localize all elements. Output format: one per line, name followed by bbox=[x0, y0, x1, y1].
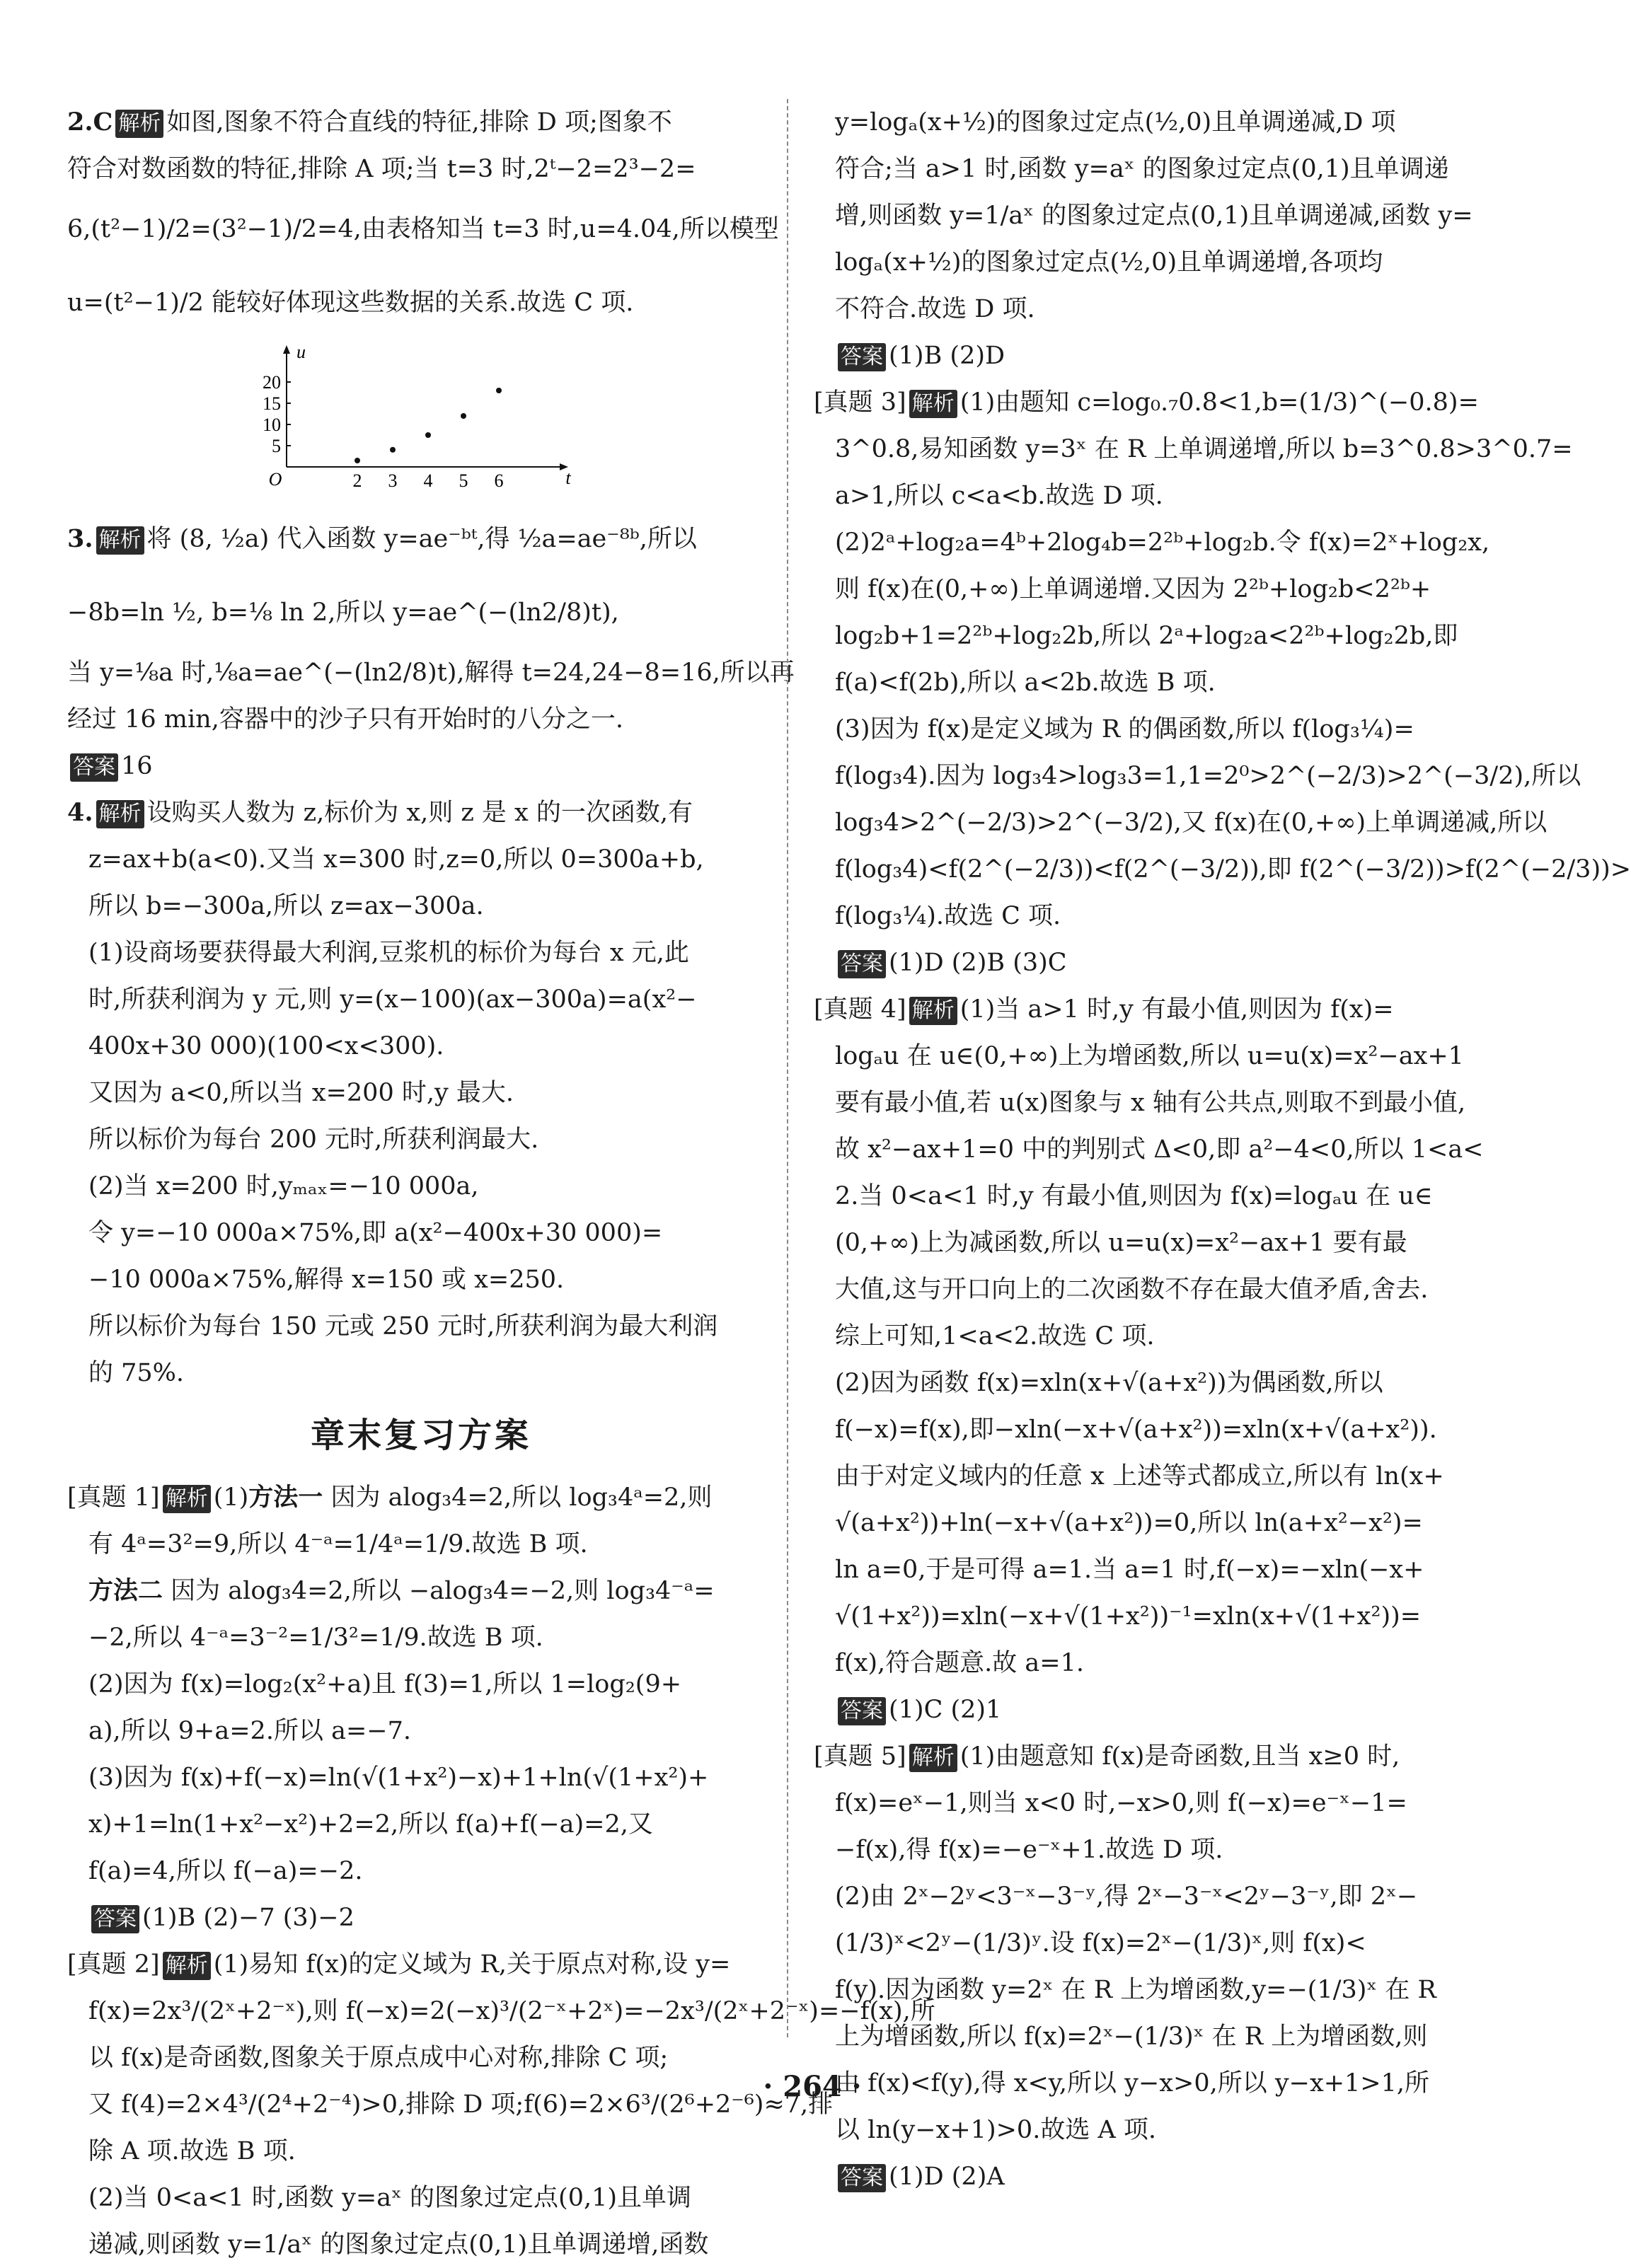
text-run: (1)由题意知 f(x)是奇函数,且当 x≥0 时, bbox=[959, 1742, 1400, 1771]
x-tick-label: 5 bbox=[459, 470, 468, 491]
text-run: f(log₃¼).故选 C 项. bbox=[835, 902, 1061, 930]
text-line bbox=[67, 1988, 935, 2035]
label-badge: 解析 bbox=[909, 390, 957, 418]
text-line bbox=[814, 379, 1550, 426]
x-tick-label: 2 bbox=[352, 470, 362, 491]
text-line bbox=[67, 1801, 775, 1848]
text-run: (2)当 x=200 时,yₘₐₓ=−10 000a, bbox=[88, 1172, 479, 1200]
text-line bbox=[814, 1080, 1550, 1126]
scatter-point bbox=[425, 432, 431, 438]
text-run: 所以 b=−300a,所以 z=ax−300a. bbox=[88, 892, 484, 920]
text-line bbox=[67, 266, 775, 340]
text-run: f(y).因为函数 y=2ˣ 在 R 上为增函数,y=−(1/3)ˣ 在 R bbox=[835, 1976, 1436, 2004]
text-run: 令 y=−10 000a×75%,即 a(x²−400x+30 000)= bbox=[88, 1219, 663, 1247]
text-line bbox=[814, 146, 1550, 192]
text-run: 由 f(x)<f(y),得 x<y,所以 y−x>0,所以 y−x+1>1,所 bbox=[835, 2069, 1430, 2098]
page-number: · 264 · bbox=[763, 2070, 862, 2103]
text-line bbox=[814, 1546, 1550, 1593]
text-run: z=ax+b(a<0).又当 x=300 时,z=0,所以 0=300a+b, bbox=[88, 845, 704, 874]
text-run: (1)当 a>1 时,y 有最小值,则因为 f(x)= bbox=[959, 995, 1394, 1024]
text-run: 3^0.8,易知函数 y=3ˣ 在 R 上单调递增,所以 b=3^0.8>3^0.7= bbox=[835, 435, 1573, 463]
label-badge: 解析 bbox=[115, 110, 163, 138]
text-line bbox=[814, 613, 1550, 659]
text-run: 不符合.故选 D 项. bbox=[835, 295, 1035, 323]
text-line bbox=[814, 2013, 1550, 2060]
text-run: x)+1=ln(1+x²−x²)+2=2,所以 f(a)+f(−a)=2,又 bbox=[88, 1810, 653, 1839]
text-run: [真题 4] bbox=[814, 995, 906, 1024]
text-line bbox=[67, 930, 775, 976]
text-line bbox=[67, 1941, 775, 1988]
text-line bbox=[814, 659, 1550, 706]
text-run: (2)当 0<a<1 时,函数 y=aˣ 的图象过定点(0,1)且单调 bbox=[88, 2184, 692, 2212]
text-run: 因为 alog₃4=2,所以 log₃4ᵃ=2,则 bbox=[323, 1483, 713, 1512]
text-run: f(−x)=f(x),即−xln(−x+√(a+x²))=xln(x+√(a+x²)). bbox=[835, 1416, 1437, 1444]
text-line bbox=[67, 99, 775, 146]
solution-block-3-4 bbox=[67, 502, 795, 1396]
text-line bbox=[814, 986, 1550, 1033]
text-run: 则 f(x)在(0,+∞)上单调递增.又因为 2²ᵇ+log₂b<2²ᵇ+ bbox=[835, 575, 1431, 603]
text-run: 符合;当 a>1 时,函数 y=aˣ 的图象过定点(0,1)且单调递 bbox=[835, 155, 1449, 183]
text-run: √(a+x²))+ln(−x+√(a+x²))=0,所以 ln(a+x²−x²)= bbox=[835, 1509, 1423, 1537]
text-run: 又 f(4)=2×4³/(2⁴+2⁻⁴)>0,排除 D 项;f(6)=2×6³/(2⁶+2⁻⁶)≈7,排 bbox=[88, 2090, 834, 2119]
review-block-right bbox=[814, 99, 1631, 2200]
y-tick-label: 20 bbox=[263, 372, 281, 393]
problem-number: 4. bbox=[67, 798, 93, 827]
y-tick-label: 10 bbox=[263, 415, 281, 435]
y-tick-label: 15 bbox=[263, 393, 281, 414]
text-line bbox=[67, 743, 775, 789]
text-line bbox=[814, 1780, 1550, 1827]
text-run: (1) bbox=[213, 1483, 249, 1512]
text-run: −f(x),得 f(x)=−e⁻ˣ+1.故选 D 项. bbox=[835, 1836, 1223, 1864]
text-run: ln a=0,于是可得 a=1.当 a=1 时,f(−x)=−xln(−x+ bbox=[835, 1556, 1424, 1584]
text-line bbox=[814, 286, 1550, 332]
text-run: 2.当 0<a<1 时,y 有最小值,则因为 f(x)=logₐu 在 u∈ bbox=[835, 1182, 1433, 1210]
text-line bbox=[814, 192, 1550, 239]
text-line bbox=[67, 1894, 775, 1941]
text-run: 设购买人数为 z,标价为 x,则 z 是 x 的一次函数,有 bbox=[146, 799, 693, 827]
y-axis-arrow bbox=[283, 345, 290, 354]
text-line bbox=[814, 753, 1581, 799]
label-badge: 答案 bbox=[70, 753, 118, 782]
text-line bbox=[814, 1033, 1550, 1080]
text-run: −10 000a×75%,解得 x=150 或 x=250. bbox=[88, 1266, 565, 1294]
text-run: (2)因为函数 f(x)=xln(x+√(a+x²))为偶函数,所以 bbox=[835, 1369, 1383, 1397]
text-run: 符合对数函数的特征,排除 A 项;当 t=3 时,2ᵗ−2=2³−2= bbox=[67, 155, 696, 183]
origin-label: O bbox=[268, 469, 282, 490]
x-tick-label: 4 bbox=[423, 470, 433, 491]
text-run: 所以标价为每台 150 元或 250 元时,所获利润为最大利润 bbox=[88, 1312, 718, 1341]
text-run: 400x+30 000)(100<x<300). bbox=[88, 1032, 444, 1060]
label-badge: 解析 bbox=[163, 1485, 211, 1513]
text-run: 的 75%. bbox=[88, 1359, 185, 1387]
scatter-point bbox=[390, 447, 396, 453]
text-run: 除 A 项.故选 B 项. bbox=[88, 2137, 296, 2165]
text-run: f(a)=4,所以 f(−a)=−2. bbox=[88, 1857, 363, 1885]
text-run: 以 ln(y−x+1)>0.故选 A 项. bbox=[835, 2116, 1156, 2144]
text-run: (2)2ᵃ+log₂a=4ᵇ+2log₄b=2²ᵇ+log₂b.令 f(x)=2ˣ+log₂x, bbox=[835, 528, 1490, 557]
text-line bbox=[814, 1640, 1550, 1686]
text-line bbox=[67, 1568, 775, 1614]
text-run: 6,(t²−1)/2=(3²−1)/2=4,由表格知当 t=3 时,u=4.04,所以模型 bbox=[67, 215, 779, 243]
label-badge: 答案 bbox=[91, 1905, 139, 1933]
y-tick-label: 5 bbox=[272, 436, 281, 456]
problem-number: 3. bbox=[67, 524, 93, 553]
text-run: 16 bbox=[121, 752, 153, 780]
text-run: 有 4ᵃ=3²=9,所以 4⁻ᵃ=1/4ᵃ=1/9.故选 B 项. bbox=[88, 1530, 588, 1558]
text-line bbox=[67, 789, 775, 836]
text-line bbox=[67, 1303, 775, 1350]
text-line bbox=[67, 1474, 775, 1521]
label-badge: 答案 bbox=[838, 2164, 886, 2192]
text-run: 当 y=⅛a 时,⅛a=ae^(−(ln2/8)t),解得 t=24,24−8=16,所以再 bbox=[67, 659, 795, 687]
text-run: a>1,所以 c<a<b.故选 D 项. bbox=[835, 482, 1163, 510]
scatter-point bbox=[355, 458, 360, 463]
text-line bbox=[67, 649, 795, 696]
text-run: 因为 alog₃4=2,所以 −alog₃4=−2,则 log₃4⁻ᵃ= bbox=[163, 1577, 715, 1605]
text-line bbox=[814, 1220, 1550, 1266]
text-line bbox=[814, 1266, 1550, 1313]
right-column bbox=[814, 99, 1631, 2200]
text-run: (1/3)ˣ<2ʸ−(1/3)ʸ.设 f(x)=2ˣ−(1/3)ˣ,则 f(x)< bbox=[835, 1929, 1366, 1957]
text-run: u=(t²−1)/2 能较好体现这些数据的关系.故选 C 项. bbox=[67, 289, 634, 317]
text-line bbox=[67, 1848, 775, 1894]
text-run: (3)因为 f(x)是定义域为 R 的偶函数,所以 f(log₃¼)= bbox=[835, 715, 1414, 744]
label-badge: 答案 bbox=[838, 1697, 886, 1725]
text-run: 经过 16 min,容器中的沙子只有开始时的八分之一. bbox=[67, 705, 623, 734]
y-axis-label: u bbox=[296, 342, 306, 362]
text-line bbox=[814, 1686, 1550, 1733]
label-badge: 解析 bbox=[163, 1952, 211, 1980]
text-line bbox=[67, 146, 775, 192]
text-run: (1)设商场要获得最大利润,豆浆机的标价为每台 x 元,此 bbox=[88, 939, 689, 967]
text-run: 故 x²−ax+1=0 中的判别式 Δ<0,即 a²−4<0,所以 1<a< bbox=[835, 1135, 1484, 1164]
label-badge: 答案 bbox=[838, 343, 886, 371]
text-line bbox=[814, 2153, 1550, 2200]
method-label: 方法二 bbox=[88, 1576, 163, 1605]
text-line bbox=[67, 2175, 775, 2221]
text-run: log₂b+1=2²ᵇ+log₂2b,所以 2ᵃ+log₂a<2²ᵇ+log₂2b,即 bbox=[835, 622, 1458, 650]
x-tick-label: 3 bbox=[388, 470, 398, 491]
section-title: 章末复习方案 bbox=[310, 1416, 531, 1455]
text-line bbox=[67, 976, 775, 1023]
text-line bbox=[814, 1453, 1550, 1500]
text-line bbox=[67, 2128, 775, 2175]
text-line bbox=[814, 1733, 1550, 1780]
x-axis-label: t bbox=[565, 468, 571, 488]
text-line bbox=[814, 799, 1550, 846]
text-run: logₐ(x+½)的图象过定点(½,0)且单调递增,各项均 bbox=[835, 248, 1383, 277]
text-run: f(x)=2x³/(2ˣ+2⁻ˣ),则 f(−x)=2(−x)³/(2⁻ˣ+2ˣ)=−2x³/(2ˣ+2⁻ˣ)=−f(x),所 bbox=[88, 1997, 935, 2025]
text-line bbox=[67, 192, 779, 266]
text-run: (2)因为 f(x)=log₂(x²+a)且 f(3)=1,所以 1=log₂(9+ bbox=[88, 1670, 682, 1699]
text-line bbox=[67, 2221, 775, 2268]
text-run: 由于对定义域内的任意 x 上述等式都成立,所以有 ln(x+ bbox=[835, 1462, 1444, 1491]
text-run: (1)B (2)−7 (3)−2 bbox=[142, 1904, 355, 1932]
solution-block-2 bbox=[67, 99, 779, 340]
label-badge: 解析 bbox=[96, 526, 144, 555]
text-run: logₐu 在 u∈(0,+∞)上为增函数,所以 u=u(x)=x²−ax+1 bbox=[835, 1042, 1464, 1070]
text-run: f(log₃4).因为 log₃4>log₃3=1,1=2⁰>2^(−2/3)>2^(−3/2),所以 bbox=[835, 762, 1581, 790]
text-run: (1)B (2)D bbox=[889, 342, 1005, 370]
text-line bbox=[67, 836, 775, 883]
text-line bbox=[814, 846, 1631, 893]
text-line bbox=[814, 426, 1573, 473]
text-line bbox=[67, 1210, 775, 1256]
text-run: f(x),符合题意.故 a=1. bbox=[835, 1649, 1084, 1677]
text-run: a),所以 9+a=2.所以 a=−7. bbox=[88, 1717, 411, 1745]
text-run: f(a)<f(2b),所以 a<2b.故选 B 项. bbox=[835, 669, 1216, 697]
text-line bbox=[814, 2107, 1550, 2153]
text-run: −8b=ln ½, b=⅛ ln 2,所以 y=ae^(−(ln2/8)t), bbox=[67, 598, 619, 627]
text-line bbox=[814, 1360, 1550, 1406]
text-run: (1)C (2)1 bbox=[889, 1696, 1002, 1724]
text-run: (3)因为 f(x)+f(−x)=ln(√(1+x²)−x)+1+ln(√(1+x²)+ bbox=[88, 1764, 709, 1792]
text-line bbox=[814, 1406, 1550, 1453]
text-run: f(log₃4)<f(2^(−2/3))<f(2^(−3/2)),即 f(2^(−3/2))>f(2^(−2/3))> bbox=[835, 855, 1631, 884]
text-run: −2,所以 4⁻ᵃ=3⁻²=1/3²=1/9.故选 B 项. bbox=[88, 1624, 543, 1652]
text-line bbox=[67, 1116, 775, 1163]
text-run: 如图,图象不符合直线的特征,排除 D 项;图象不 bbox=[166, 108, 672, 137]
label-badge: 解析 bbox=[96, 800, 144, 828]
text-run: (1)易知 f(x)的定义域为 R,关于原点对称,设 y= bbox=[213, 1950, 731, 1979]
text-line bbox=[67, 696, 775, 743]
text-run: (1)D (2)B (3)C bbox=[889, 949, 1067, 977]
text-line bbox=[814, 99, 1550, 146]
text-run: [真题 3] bbox=[814, 388, 906, 417]
text-line bbox=[814, 519, 1550, 566]
text-line bbox=[67, 1023, 775, 1070]
text-run: f(x)=eˣ−1,则当 x<0 时,−x>0,则 f(−x)=e⁻ˣ−1= bbox=[835, 1789, 1407, 1817]
text-line bbox=[814, 939, 1550, 986]
label-badge: 答案 bbox=[838, 950, 886, 978]
text-line bbox=[814, 1313, 1550, 1360]
problem-number: 2.C bbox=[67, 108, 113, 137]
column-divider bbox=[787, 99, 788, 2037]
text-run: 以 f(x)是奇函数,图象关于原点成中心对称,排除 C 项; bbox=[88, 2044, 669, 2072]
text-run: [真题 1] bbox=[67, 1483, 160, 1512]
text-line bbox=[67, 1754, 775, 1801]
text-run: 综上可知,1<a<2.故选 C 项. bbox=[835, 1322, 1155, 1350]
scatter-chart bbox=[237, 342, 571, 491]
x-tick-label: 6 bbox=[494, 470, 504, 491]
text-line bbox=[67, 1708, 775, 1754]
text-line bbox=[814, 239, 1550, 286]
text-run: 将 (8, ½a) 代入函数 y=ae⁻ᵇᵗ,得 ½a=ae⁻⁸ᵇ,所以 bbox=[146, 525, 697, 553]
text-run: 大值,这与开口向上的二次函数不存在最大值矛盾,舍去. bbox=[835, 1275, 1429, 1304]
text-run: (1)D (2)A bbox=[889, 2163, 1005, 2191]
text-line bbox=[814, 332, 1550, 379]
scatter-point bbox=[461, 413, 466, 419]
text-line bbox=[814, 706, 1550, 753]
text-run: 上为增函数,所以 f(x)=2ˣ−(1/3)ˣ 在 R 上为增函数,则 bbox=[835, 2023, 1428, 2051]
text-line bbox=[67, 1521, 775, 1568]
text-line bbox=[814, 1126, 1550, 1173]
text-line bbox=[67, 576, 775, 649]
text-line bbox=[67, 1614, 775, 1661]
scatter-point bbox=[496, 388, 502, 393]
text-run: 要有最小值,若 u(x)图象与 x 轴有公共点,则取不到最小值, bbox=[835, 1089, 1466, 1117]
text-line bbox=[814, 566, 1550, 613]
label-badge: 解析 bbox=[909, 997, 957, 1025]
text-line bbox=[67, 1256, 775, 1303]
text-line bbox=[67, 1070, 775, 1116]
text-line bbox=[67, 883, 775, 930]
text-line bbox=[814, 1967, 1550, 2013]
text-line bbox=[814, 1500, 1550, 1546]
text-line bbox=[814, 1173, 1550, 1220]
text-line bbox=[814, 893, 1550, 939]
text-run: [真题 2] bbox=[67, 1950, 160, 1979]
label-badge: 解析 bbox=[909, 1744, 957, 1772]
text-line bbox=[67, 1661, 775, 1708]
text-line bbox=[814, 1873, 1550, 1920]
text-line bbox=[67, 1163, 775, 1210]
text-run: 又因为 a<0,所以当 x=200 时,y 最大. bbox=[88, 1079, 514, 1107]
text-run: 递减,则函数 y=1/aˣ 的图象过定点(0,1)且单调递增,函数 bbox=[88, 2231, 709, 2259]
text-line bbox=[814, 1593, 1550, 1640]
text-run: 所以标价为每台 200 元时,所获利润最大. bbox=[88, 1126, 539, 1154]
text-line bbox=[814, 1920, 1550, 1967]
text-line bbox=[814, 1827, 1550, 1873]
text-line bbox=[814, 473, 1550, 519]
text-run: [真题 5] bbox=[814, 1742, 906, 1771]
method-label: 方法一 bbox=[248, 1483, 323, 1512]
text-run: log₃4>2^(−2/3)>2^(−3/2),又 f(x)在(0,+∞)上单调递减,所以 bbox=[835, 809, 1548, 837]
text-line bbox=[67, 1350, 775, 1396]
text-run: (2)由 2ˣ−2ʸ<3⁻ˣ−3⁻ʸ,得 2ˣ−3⁻ˣ<2ʸ−3⁻ʸ,即 2ˣ− bbox=[835, 1882, 1418, 1911]
text-run: 时,所获利润为 y 元,则 y=(x−100)(ax−300a)=a(x²− bbox=[88, 985, 697, 1014]
text-run: √(1+x²))=xln(−x+√(1+x²))⁻¹=xln(x+√(1+x²))= bbox=[835, 1602, 1422, 1631]
text-line bbox=[67, 502, 775, 576]
text-run: (1)由题知 c=log₀.₇0.8<1,b=(1/3)^(−0.8)= bbox=[959, 388, 1479, 417]
text-run: 增,则函数 y=1/aˣ 的图象过定点(0,1)且单调递减,函数 y= bbox=[835, 202, 1473, 230]
text-run: (0,+∞)上为减函数,所以 u=u(x)=x²−ax+1 要有最 bbox=[835, 1229, 1407, 1257]
text-run: y=logₐ(x+½)的图象过定点(½,0)且单调递减,D 项 bbox=[835, 108, 1396, 137]
